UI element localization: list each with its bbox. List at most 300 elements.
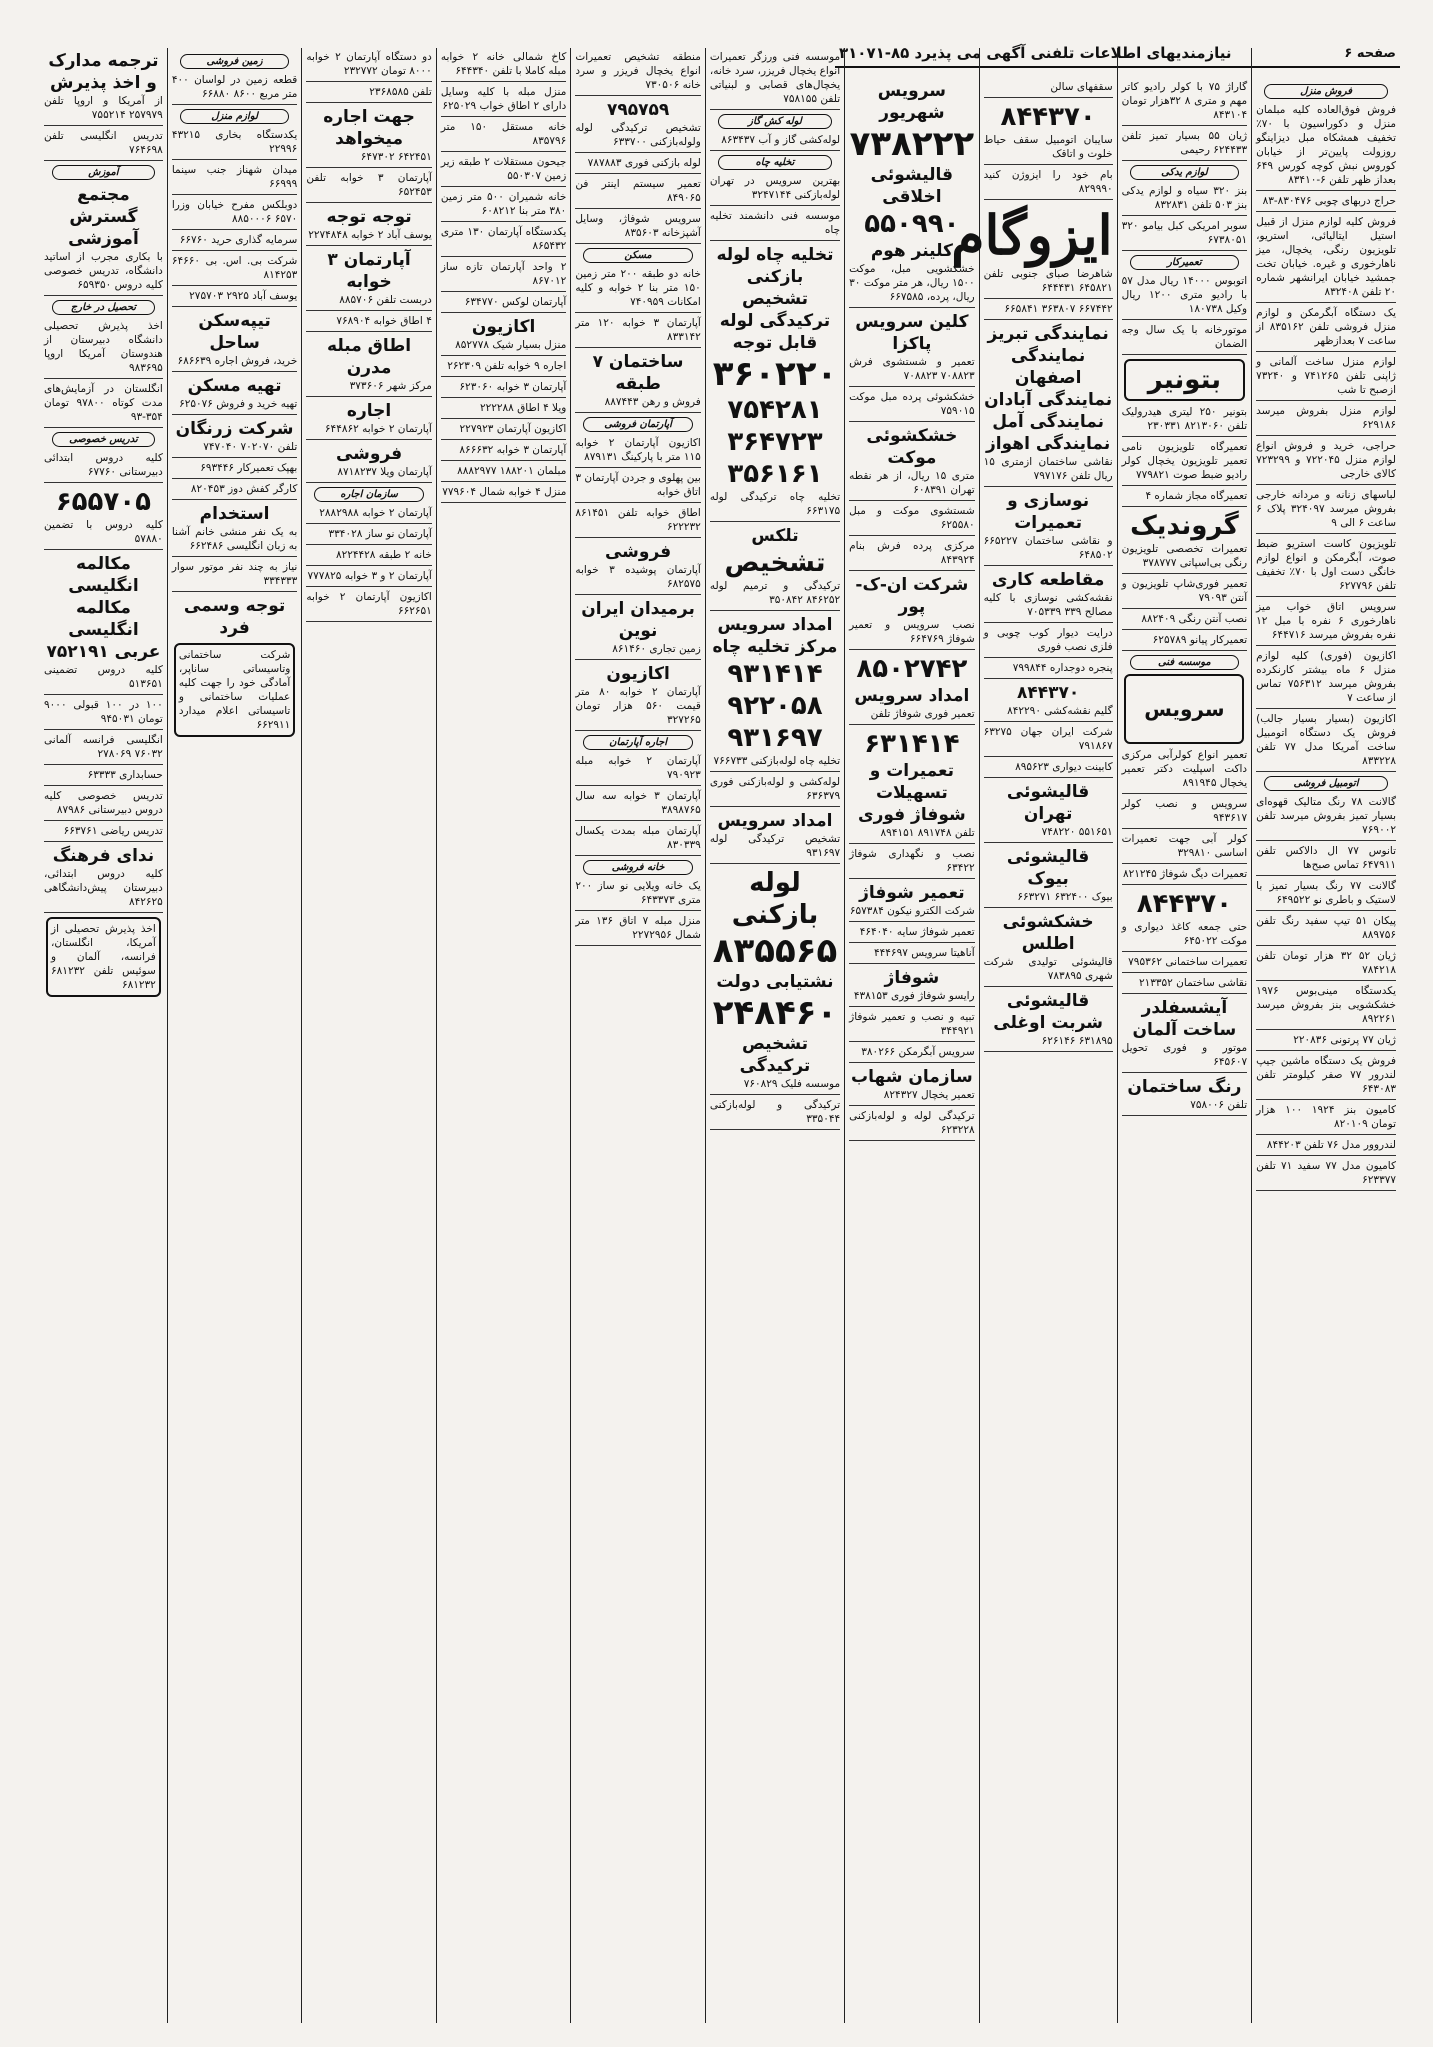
ad-divider (1256, 1134, 1396, 1135)
ad-divider (710, 771, 840, 772)
ad-divider (1122, 884, 1248, 885)
classified-ad: با بکاری مجرب از اساتید دانشگاه، تدریس خصوصی کلیه دروس ۶۵۹۳۵۰ (44, 251, 163, 291)
ad-divider (575, 502, 701, 503)
ad-headline: تشخیص ترکیدگی لوله (719, 289, 831, 331)
ad-phone-large: گروندیک (1130, 511, 1239, 541)
ad-divider (984, 907, 1113, 908)
ad-divider (44, 378, 163, 379)
ad-divider (1256, 875, 1396, 876)
classified-ad: تلویزیون کاست استریو ضبط صوت، آبگرمکن و انواع لوازم خانگی دست اول با ۷۰٪ تخفیف تلفن ۶۲۷۷۹۶ (1256, 538, 1396, 592)
ad-boxed: شرکت ساختمانی وتاسیساتی ساناپر، آمادگی خود را جهت کلیه عملیات ساختمانی و تاسیساتی اعلام میدارد ۶۶۲۹۱۱ (174, 643, 296, 737)
ad-divider (1256, 302, 1396, 303)
ad-divider (984, 986, 1113, 987)
ad-divider (849, 1105, 975, 1106)
ad-headline: استخدام (199, 504, 270, 524)
ad-divider (1256, 945, 1396, 946)
ad-divider (1122, 354, 1248, 355)
classified-ad: تعمیرکار پیانو ۶۲۵۷۸۹ (1152, 634, 1248, 646)
ad-divider (984, 486, 1113, 487)
ad-headline: شوفاژ (884, 968, 940, 988)
classified-ad: ۶۶۷۴۴۲ ۳۶۳۸۰۷ ۶۶۵۸۴۱ (1004, 303, 1113, 315)
classified-ad: آپارتمان پوشیده ۳ خوابه ۶۸۲۵۷۵ (575, 564, 701, 590)
classified-ad: تشخیص ترکیدگی لوله ولوله‌بازکنی ۶۳۳۷۰۰ (575, 122, 701, 148)
ad-divider (306, 482, 432, 483)
classified-ad: پنجره دوجداره ۷۹۹۸۴۴ (1012, 662, 1113, 674)
ad-divider (575, 659, 701, 660)
ad-divider (1122, 650, 1248, 651)
classified-ad: منزل بسیار شیک ۸۵۲۷۷۸ (455, 339, 567, 351)
classified-ad: تعمیر فوری‌شاپ تلویزیون و آنتن ۷۹۰۹۳ (1121, 578, 1248, 604)
classified-ad: نصب و نگهداری شوفاژ ۶۳۴۲۲ (849, 848, 975, 874)
classified-ad: کلیه دروس با تضمین ۵۷۸۸۰ (44, 519, 163, 545)
ad-headline: ۷۹۵۷۵۹ (606, 100, 670, 120)
classified-ad: لوازم منزل ساخت آلمانی و ژاپنی تلفن ۷۴۱۲۶۵ و ۷۳۲۴۰ ازصبح تا شب (1256, 356, 1396, 396)
classified-ad: منزل مبله ۷ اتاق ۱۳۶ متر شمال ۲۲۷۲۹۵۶ (575, 915, 701, 941)
section-heading: سازمان اجاره (314, 487, 424, 502)
ad-headline: نوسازی و تعمیرات (1007, 491, 1090, 533)
ad-headline: امداد سرویس (854, 686, 970, 706)
ad-headline: ساخت آلمان (1132, 1020, 1237, 1040)
ad-divider (1122, 573, 1248, 574)
classified-ad: بام خود را ایزوژن کنید ۸۲۹۹۹۰ (983, 169, 1113, 195)
ad-headline: ندای فرهنگ (52, 846, 155, 866)
classified-ad: تعمیرگاه تلویزیون نامی تعمیر تلویزیون یخچال کولر رادیو ضبط صوت ۷۷۹۸۲۱ (1121, 441, 1248, 481)
classified-ad: انگلستان در آزمایش‌های مدت کوتاه ۹۷۸۰۰ تومان ۳۵۴-۹۳ (44, 383, 163, 423)
ad-headline: تشخیص ترکیدگی (739, 1034, 811, 1076)
ad-phone-large: ۶۵۵۷۰۵ (55, 487, 152, 517)
ad-divider (710, 1129, 840, 1130)
ad-divider (849, 570, 975, 571)
ad-divider (1122, 125, 1248, 126)
classified-ad: تانوس ۷۷ ال دالاکس تلفن ۶۴۷۹۱۱ تماس صبح‌ها (1256, 845, 1396, 871)
ad-boxed-headline: بتونیر (1124, 359, 1246, 401)
classified-ad: حراج دربهای چوبی ۸۳۰۴۷۶-۸۳ (1262, 195, 1396, 207)
classified-ad: آپارتمان ۳ خوابه ۸۶۶۶۳۲ (459, 444, 567, 456)
classified-ad: بهپک تعمیرکار ۶۹۳۴۴۶ (200, 462, 298, 474)
classified-ad: بیوک ۶۳۲۴۰۰ ۶۶۳۲۷۱ (1017, 891, 1113, 903)
classified-ad: اکازیون آپارتمان ۲ خوابه ۶۶۲۶۵۱ (306, 591, 432, 617)
classified-ad: تعمیر انواع کولرآبی مرکزی داکت اسپلیت دکتر تعمیر یخچال ۸۹۱۹۴۵ (1121, 749, 1248, 789)
ad-divider (849, 963, 975, 964)
ad-divider (172, 556, 298, 557)
columns-container (40, 45, 1400, 2023)
ad-divider (1256, 435, 1396, 436)
ad-headline: نمایندگی اهواز (986, 434, 1111, 454)
classified-ad: ترکیدگی و ترمیم لوله ۸۴۶۲۵۲ ۳۵۰۸۴۲ (709, 580, 841, 606)
ad-divider (306, 245, 432, 246)
ad-divider (575, 910, 701, 911)
classified-ad: درایت دیوار کوب چوبی و فلزی نصب فوری (983, 627, 1113, 653)
ad-divider (306, 523, 432, 524)
ad-headline: ترجمه مدارک (48, 51, 159, 71)
ad-headline: کلین سرویس پاکزا (855, 312, 969, 354)
ad-phone-large: ۶۳۱۴۱۴ (864, 729, 960, 759)
ad-divider (44, 427, 163, 428)
classified-ad: دوبلکس مفرح خیابان وزرا ۶۵۷۰ ۸۸۵۰۰۰۶ (171, 199, 298, 225)
ad-divider (849, 843, 975, 844)
classified-ad: یوسف آباد ۲۹۲۵ ۲۷۵۷۰۳ (189, 290, 298, 302)
ad-divider (710, 240, 840, 241)
ad-divider (1256, 708, 1396, 709)
classified-ad: حراجی، خرید و فروش انواع لوازم منزل ۷۲۲۰۴۵ و ۷۲۳۲۹۹ کالای خارجی (1256, 440, 1396, 480)
ad-divider (984, 777, 1113, 778)
ad-headline: آیشسفلدر (1141, 998, 1228, 1018)
classified-ad: تلفن ۲۳۶۸۵۸۵ (369, 86, 432, 98)
ad-headline: امداد سرویس مرکز تخلیه چاه (712, 615, 838, 657)
classified-ad: یکدستگاه آپارتمان ۱۳۰ متری ۸۶۵۴۳۲ (440, 226, 567, 252)
classified-ad: مرکز شهر ۳۷۳۶۰۶ (349, 380, 432, 392)
classified-ad: تخلیه چاه لوله‌بازکنی ۷۶۶۷۳۳ (713, 755, 841, 767)
ad-divider (710, 806, 840, 807)
ad-divider (172, 250, 298, 251)
ad-divider (441, 397, 567, 398)
ad-headline: توجه توجه (326, 207, 412, 227)
section-heading: موسسه فنی (1130, 655, 1240, 670)
ad-divider (575, 594, 701, 595)
classified-ad: آناهیتا سرویس ۴۴۴۶۹۷ (874, 947, 975, 959)
ad-headline: قالیشوئی تهران (1006, 782, 1090, 824)
ad-divider (849, 500, 975, 501)
classified-ad: اکازیون (فوری) کلیه لوازم منزل ۶ ماه بیشتر کارنکرده بفروش میرسد ۷۵۶۳۱۲ تماس از ساعت ۷ (1256, 650, 1396, 704)
ad-headline: فروشی (335, 444, 403, 464)
ad-divider (306, 396, 432, 397)
ad-divider (441, 186, 567, 187)
classified-ad: موسسه فنی دانشمند تخلیه چاه (709, 210, 841, 236)
ad-headline: آپارتمان ۳ خوابه (327, 250, 411, 292)
ad-divider (710, 150, 840, 151)
classified-ad: ژیان ۵۵ بسیار تمیز تلفن ۶۲۴۴۳۳ رحیمی (1121, 130, 1248, 156)
ad-divider (849, 724, 975, 725)
classified-ad: آپارتمان ۳ خوابه ۱۲۰ متر ۸۳۳۱۴۲ (575, 317, 701, 343)
classified-ad: اکازیون آپارتمان ۲۲۷۹۲۳ (459, 423, 567, 435)
classified-ad: بنز ۳۲۰ سیاه و لوازم یدکی بنز ۵۰۳ تلفن ۸۳۲۸۳۱ (1121, 185, 1248, 211)
ad-divider (849, 1006, 975, 1007)
ad-divider (984, 678, 1113, 679)
classified-ad: مبلمان ۱۸۸۲۰۱ ۸۸۸۲۹۷۷ (457, 465, 567, 477)
section-heading: فروش منزل (1264, 84, 1388, 99)
ad-divider (44, 295, 163, 296)
section-heading: لوازم یدکی (1130, 165, 1240, 180)
ad-divider (441, 256, 567, 257)
ad-phone-large: ۵۵۰۹۹۰ (864, 209, 960, 239)
ad-divider (172, 285, 298, 286)
ad-divider (306, 586, 432, 587)
classified-ad: تلفن ۷۵۸۰۰۶ (1190, 1099, 1248, 1111)
classified-ad: سرویس شوفاژ، وسایل آشپزخانه ۸۳۵۶۰۳ (575, 213, 701, 239)
ad-phone-large: لوله بازکنی (731, 868, 819, 930)
ad-divider (575, 95, 701, 96)
ad-divider (1256, 400, 1396, 401)
classified-ad: اخذ پذیرش تحصیلی دانشگاه دبیرستان از هندوستان آمریکا اروپا ۹۸۳۶۹۵ (44, 320, 163, 374)
ad-headline: تهیه مسکن (187, 376, 282, 396)
ad-divider (984, 842, 1113, 843)
classified-ad: کامیون مدل ۷۷ سفید ۷۱ تلفن ۶۲۳۳۷۷ (1256, 1160, 1396, 1186)
section-heading: مسکن (583, 248, 693, 263)
section-heading: تحصیل در خارج (52, 300, 155, 315)
classified-ad: آپارتمان ویلا ۸۷۱۸۲۳۷ (337, 466, 432, 478)
classified-ad: نقشه‌کشی نوسازی با کلیه مصالح ۳۳۹ ۷۰۵۳۳۹ (983, 592, 1113, 618)
classified-ad: تعمیر سیستم اینتر فن ۸۴۹۰۶۵ (575, 178, 701, 204)
classified-ad: کلیه دروس ابتدائی دبیرستانی ۶۷۷۶۰ (44, 452, 163, 478)
ad-divider (1256, 596, 1396, 597)
ad-divider (172, 457, 298, 458)
classified-ad: تلفن ۷۰۲۰۷۰ ۷۴۷۰۴۰ (203, 441, 298, 453)
ad-divider (984, 319, 1113, 320)
classified-ad: خشکشویی مبل، موکت ۱۵۰۰ ریال، هر متر موکت ۳۰ ریال، پرده، ۶۶۷۵۸۵ (849, 263, 975, 303)
classified-ad: اکازیون (بسیار بسیار جالب) فروش یک دستگاه اتومبیل ساخت آمریکا مدل ۷۷ تلفن ۸۳۳۲۲۸ (1256, 713, 1396, 767)
ad-divider (441, 355, 567, 356)
section-heading: تعمیرکار (1130, 255, 1240, 270)
classified-ad: تعمیر فوری شوفاژ تلفن (870, 708, 975, 720)
ad-divider (1256, 1029, 1396, 1030)
classified-ad: به یک نفر منشی خانم آشنا به زبان انگلیسی ۶۶۲۴۸۶ (171, 526, 298, 552)
ad-divider (1122, 1115, 1248, 1116)
classified-ad: یوسف آباد ۲ خوابه ۲۲۷۴۸۴۸ (308, 229, 432, 241)
classified-ad: دو دستگاه آپارتمان ۲ خوابه ۸۰۰۰ تومان ۲۳۲۷۷۲ (306, 51, 432, 77)
classified-ad: تهیه‌ خرید و فروش ۶۲۵۰۷۶ (179, 398, 298, 410)
ad-divider (575, 820, 701, 821)
ad-divider (441, 312, 567, 313)
ad-headline: قابل توجه (732, 333, 818, 353)
ad-divider (1256, 1155, 1396, 1156)
ad-divider (1122, 951, 1248, 952)
ad-phone-large: ۳۵۶۱۶۱ (727, 459, 823, 489)
ad-divider (44, 694, 163, 695)
ad-column (167, 48, 302, 2023)
classified-ad: پیکان ۵۱ تیپ سفید رنگ تلفن ۸۸۹۷۵۶ (1256, 915, 1396, 941)
ad-divider (1256, 771, 1396, 772)
ad-divider (306, 310, 432, 311)
ad-divider (441, 418, 567, 419)
classified-ad: آپارتمان ۳ خوابه سه سال ۳۸۹۸۷۶۵ (575, 790, 701, 816)
ad-divider (984, 622, 1113, 623)
classified-ad: ژیان ۷۷ پرتونی ۲۲۰۸۳۶ (1293, 1034, 1396, 1046)
ad-divider (849, 421, 975, 422)
ad-divider (306, 331, 432, 332)
classified-ad: آپارتمان مبله بمدت یکسال ۸۳۰۳۳۹ (575, 825, 701, 851)
ad-phone-large: ۹۳۱۶۹۷ (727, 723, 823, 753)
ad-headline: و اخذ پذیرش (49, 73, 157, 93)
ad-divider (1256, 910, 1396, 911)
ad-divider (575, 173, 701, 174)
ad-divider (172, 229, 298, 230)
ad-divider (575, 152, 701, 153)
ad-headline: تیپه‌سکن (198, 311, 271, 331)
classified-ad: آپارتمان ۲ خوابه ۶۴۴۸۶۲ (324, 423, 432, 435)
classified-ad: خانه شمیران ۵۰۰ متر زمین ۳۸۰ متر بنا ۶۰۸۲۱۲ (440, 191, 567, 217)
ad-divider (984, 721, 1113, 722)
ad-divider (710, 521, 840, 522)
classified-ad: تدریس خصوصی کلیه دروس دبیرستانی ۸۷۹۸۶ (44, 790, 163, 816)
classified-ad: منزل ۴ خوابه شمال ۷۷۹۶۰۴ (442, 486, 567, 498)
classified-ad: لندروور مدل ۷۶ تلفن ۸۴۴۲۰۳ (1266, 1139, 1396, 1151)
ad-divider (441, 151, 567, 152)
ad-divider (849, 921, 975, 922)
section-heading: تدریس خصوصی (52, 432, 155, 447)
ad-divider (306, 167, 432, 168)
ad-divider (849, 535, 975, 536)
ad-headline: برمیدان ایران نوین (581, 599, 695, 641)
ad-divider (575, 208, 701, 209)
ad-phone-large: ۸۵۰۲۷۴۲ (856, 654, 968, 684)
ad-divider (849, 878, 975, 879)
classified-ad: منطقه تشخیص تعمیرات انواع یخچال فریزر و سرد خانه ۷۳۰۵۰۶ (575, 51, 701, 91)
classified-ad: نقاشی ساختمان ۲۱۳۳۵۲ (1138, 977, 1248, 989)
classified-ad: آپارتمان ۳ خوابه ۶۲۳۰۶۰ (459, 381, 567, 393)
ad-divider (849, 649, 975, 650)
ad-divider (849, 386, 975, 387)
ad-column (705, 48, 844, 2023)
ad-divider (849, 1062, 975, 1063)
ad-divider (984, 756, 1113, 757)
classified-ad: تعمیر و شستشوی فرش ۷۰۸۸۲۳ ۷۰۸۸۲۳ (849, 356, 975, 382)
ad-headline: مکالمه انگلیسی (68, 598, 139, 640)
ad-phone-huge: ۸۳۵۵۶۵ (712, 931, 838, 971)
classified-ad: تعمیرات تخصصی تلویزیون رنگی بی‌اسپاتی ۳۷۸۷۷۷ (1121, 543, 1248, 569)
section-heading: آموزش (52, 165, 155, 180)
ad-column (301, 48, 436, 2023)
ad-headline: تلکس (751, 526, 799, 546)
ad-divider (172, 194, 298, 195)
ad-divider (575, 730, 701, 731)
ad-divider (441, 81, 567, 82)
classified-ad: آپارتمان لوکس ۶۳۴۷۷۰ (464, 296, 567, 308)
ad-divider (1122, 863, 1248, 864)
classified-ad: ژیان ۵۲ ۳۲ هزار تومان تلفن ۷۸۴۲۱۸ (1256, 950, 1396, 976)
ad-headline: شرکت زرنگان (175, 419, 294, 439)
classified-ad: خانه مستقل ۱۵۰ متر ۸۳۵۷۹۶ (440, 121, 567, 147)
ad-divider (306, 202, 432, 203)
newspaper-page (40, 40, 1400, 2030)
ad-divider (44, 785, 163, 786)
ad-logo-box: سرویس (1124, 674, 1244, 744)
ad-divider (1122, 250, 1248, 251)
classified-ad: سرویس اتاق خواب میز ناهارخوری ۶ نفره با مبل ۱۲ نفره بفروش میرسد ۶۴۴۷۱۶ (1256, 601, 1396, 641)
classified-ad: ترکیدگی و لوله‌بازکنی ۳۳۵۰۴۴ (709, 1099, 841, 1125)
ad-headline: قالیشوئی شربت اوغلی (993, 991, 1103, 1033)
classified-ad: اطاق خوابه تلفن ۸۶۱۴۵۱ ۶۲۲۲۳۲ (575, 507, 701, 533)
classified-ad: خانه دو طبقه ۲۰۰ متر زمین ۱۵۰ متر بنا ۲ خوابه و کلیه امکانات ۷۴۰۹۵۹ (575, 268, 701, 308)
classified-ad: موتورخانه با یک سال وجه الضمان (1121, 324, 1248, 350)
ad-divider (44, 125, 163, 126)
ad-divider (1256, 1099, 1396, 1100)
ad-column (844, 48, 979, 2023)
ad-divider (44, 820, 163, 821)
ad-headline: ساحل (209, 333, 260, 353)
classified-ad: شرکت الکترو نیکون ۶۵۷۳۸۴ (849, 905, 975, 917)
classified-ad: کاخ شمالی خانه ۲ خوابه مبله کاملا با تلفن ۶۴۴۳۴۰ (440, 51, 567, 77)
classified-ad: اجاره ۹ خوابه تلفن ۲۶۲۳۰۹ (447, 360, 567, 372)
classified-ad: ۶۳۱۸۹۵ ۶۲۶۱۴۶ (1041, 1035, 1113, 1047)
ad-divider (984, 97, 1113, 98)
ad-column (436, 48, 571, 2023)
ad-divider (1256, 190, 1396, 191)
classified-ad: کارگر کفش دوز ۸۲۰۴۵۳ (190, 483, 298, 495)
ad-headline: مکالمه انگلیسی (68, 554, 139, 596)
ad-divider (575, 785, 701, 786)
ad-divider (1122, 160, 1248, 161)
ad-headline: نمایندگی تبریز (987, 324, 1109, 344)
classified-ad: آپارتمان ۲ و ۳ خوابه ۷۷۷۸۲۵ (307, 570, 432, 582)
ad-divider (575, 412, 701, 413)
ad-headline: جهت اجاره میخواهد (323, 107, 415, 149)
ad-divider (1256, 840, 1396, 841)
classified-ad: سقفهای سالن (1050, 81, 1113, 93)
ad-divider (306, 439, 432, 440)
classified-ad: نیاز به چند نفر موتور سوار ۳۳۴۳۳۳ (171, 561, 298, 587)
ad-column (570, 48, 705, 2023)
ad-headline: نشتیابی دولت (716, 972, 834, 992)
ad-phone-large: تشخیص (724, 548, 826, 578)
classified-ad: بهترین سرویس در تهران لوله‌بازکنی ۳۲۴۷۱۴۴ (709, 175, 841, 201)
ad-divider (441, 291, 567, 292)
ad-headline: نمایندگی آبادان (984, 390, 1113, 410)
ad-divider (306, 621, 432, 622)
section-heading: آپارتمان فروشی (583, 417, 693, 432)
section-heading: لوله کش گاز (718, 114, 832, 129)
ad-divider (44, 841, 163, 842)
ad-divider (1256, 484, 1396, 485)
ad-headline: اجاره (346, 401, 392, 421)
ad-headline: خشکشوئی اطلس (1002, 912, 1094, 954)
ad-headline: شرکت ان-ک-پور (855, 575, 969, 617)
ad-headline: مجتمع گسترش آموزشی (68, 185, 139, 249)
ad-divider (710, 610, 840, 611)
classified-ad: خشکشوئی پرده مبل موکت ۷۵۹۰۱۵ (849, 391, 975, 417)
classified-ad: گالانت ۷۷ رنگ بسیار تمیز با لاستیک و باطری نو ۶۴۹۵۲۲ (1256, 880, 1397, 906)
classified-ad: کابینت دیواری ۸۹۵۶۲۳ (1015, 761, 1113, 773)
ad-divider (44, 912, 163, 913)
classified-ad: لوله‌کشی گاز و آب ۸۶۳۴۳۷ (721, 134, 841, 146)
classified-ad: منزل مبله با کلیه وسایل دارای ۲ اطاق خواب ۶۲۵۰۲۹ (440, 86, 567, 112)
classified-ad: گاراژ ۷۵ با کولر رادیو کاتر مهم و متری ۸ ۳۲هزار تومان ۸۴۳۱۰۴ (1121, 81, 1248, 121)
classified-ad: ۶۴۲۴۵۱ ۶۴۷۳۰۲ (360, 151, 432, 163)
classified-ad: ۵۵۱۶۵۱ ۷۴۸۲۲۰ (1041, 826, 1113, 838)
classified-ad: فروش فوق‌العاده کلیه مبلمان منزل و دکوراسیون با ۷۰٪ تخفیف همشکاه مبل دیزاینگو روزولت پایین‌تر از خیابان کوروس نبش کوچه کورس ۶۴۹ بعداز ظهر تلفن ۶-۸۳۴۱۰ (1256, 104, 1396, 186)
ad-divider (172, 478, 298, 479)
ad-divider (984, 199, 1113, 200)
classified-ad: تعمیر یخچال ۸۲۴۳۲۷ (883, 1089, 975, 1101)
classified-ad: بین پهلوی و جردن آپارتمان ۳ اتاق خوابه (575, 472, 701, 498)
classified-ad: تلفن ۸۹۱۷۴۸ ۸۹۴۱۵۱ (880, 827, 975, 839)
ad-divider (172, 159, 298, 160)
ad-divider (575, 945, 701, 946)
ad-divider (1256, 1050, 1396, 1051)
ad-divider (984, 1051, 1113, 1052)
classified-ad: لوازم منزل بفروش میرسد ۶۲۹۱۸۶ (1256, 405, 1396, 431)
ad-divider (44, 764, 163, 765)
ad-boxed: اخذ پذیرش تحصیلی از آمریکا، انگلستان، فرانسه، آلمان و سوئیس تلفن ۶۸۱۲۳۲ ۶۸۱۲۳۲ (46, 917, 161, 997)
ad-phone-large: ۹۲۲۰۵۸ (727, 691, 823, 721)
ad-phone-large: ۸۴۴۳۷۰ (1000, 102, 1096, 132)
ad-divider (1256, 533, 1396, 534)
section-heading: اتومبیل فروشی (1264, 776, 1388, 791)
ad-headline: خشکشوئی موکت (866, 426, 958, 468)
ad-divider (575, 537, 701, 538)
ad-divider (710, 205, 840, 206)
classified-ad: تعمیر شوفاژ سایه ۴۶۴۰۴۰ (859, 926, 975, 938)
ad-divider (1256, 211, 1396, 212)
classified-ad: کولر آبی جهت تعمیرات اساسی ۳۲۹۸۱۰ (1121, 833, 1248, 859)
ad-headline: قالیشوئی اخلاقی (870, 165, 954, 207)
classified-ad: تعمیرگاه مجاز شماره ۴ (1145, 490, 1248, 502)
ad-divider (44, 729, 163, 730)
classified-ad: ۱۰۰ در ۱۰۰ قبولی ۹۰۰۰ تومان ۹۴۵۰۳۱ (44, 699, 163, 725)
classified-ad: ۴ اطاق خوابه ۷۶۸۹۰۴ (336, 315, 432, 327)
ad-divider (172, 104, 298, 105)
ad-divider (984, 565, 1113, 566)
ad-divider (1122, 1072, 1248, 1073)
